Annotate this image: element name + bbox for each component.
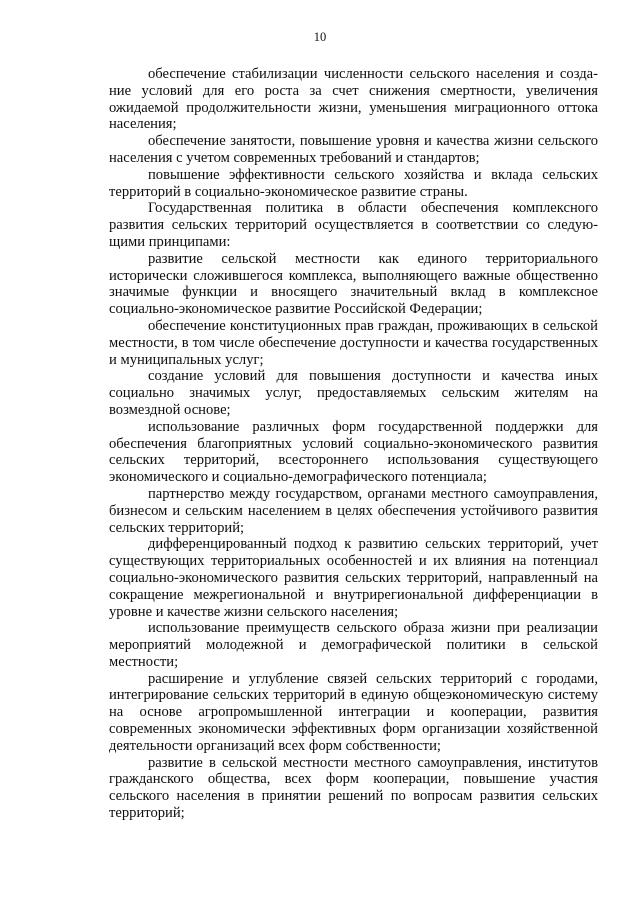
paragraph-urban-links: расширение и углубление связей сельских территорий с городами, интегрирование сельских территорий в единую общеэкономическую систему на основе агропромышленной интеграции и кооперации, развития современных экономически эффективных форм организации хозяйственной деятельности организаций всех форм собственности; [109, 670, 598, 754]
paragraph-principles-intro: Государственная политика в области обеспечения комплексного развития сельских территорий осуществляется в соответствии со следующими принципами: [109, 200, 598, 250]
paragraph-employment: обеспечение занятости, повышение уровня и качества жизни сельского населения с учетом современных требований и стандартов; [109, 133, 598, 166]
paragraph-self-government: развитие в сельской местности местного самоуправления, институтов гражданского общества, всех форм кооперации, повышение участия сельского населения в принятии решений по вопросам развития сельских территорий; [109, 754, 598, 822]
paragraph-constitutional-rights: обеспечение конституционных прав граждан, проживающих в сельской местности, в том числе обеспечение доступности и качества государственных и муниципальных услуг; [109, 317, 598, 368]
paragraph-stabilization: обеспечение стабилизации численности сельского населения и создание условий для его роста за счет снижения смертности, увеличения ожидаемой продолжительности жизни, уменьшения миграционного оттока населения; [109, 66, 598, 133]
paragraph-state-support: использование различных форм государственной поддержки для обеспечения благоприятных условий социально-экономического развития сельских территорий, всестороннего использования существующего экономического и социально-демографического потенциала; [109, 418, 598, 486]
paragraph-partnership: партнерство между государством, органами местного самоуправления, бизнесом и сельским населением в целях обеспечения устойчивого развития сельских территорий; [109, 485, 598, 536]
page-number: 10 [313, 30, 327, 44]
paragraph-rural-development: развитие сельской местности как единого территориального исторически сложившегося комплекса, выполняющего важные общественно значимые функции и вносящего значительный вклад в комплексное социально-экономическое развитие Российской Федерации; [109, 250, 598, 318]
paragraph-agriculture-efficiency: повышение эффективности сельского хозяйства и вклада сельских территорий в социально-экономическое развитие страны. [109, 166, 598, 200]
document-body [109, 66, 598, 822]
paragraph-services-access: создание условий для повышения доступности и качества иных социально значимых услуг, предоставляемых сельским жителям на возмездной основе; [109, 368, 598, 418]
paragraph-differentiated-approach: дифференцированный подход к развитию сельских территорий, учет существующих территориальных особенностей и их влияния на потенциал социально-экономического развития сельских территорий, направленный на сокращение межрегиональной и внутрирегиональной дифференциации в уровне и качестве жизни сельского населения; [109, 536, 598, 620]
paragraph-rural-lifestyle: использование преимуществ сельского образа жизни при реализации мероприятий молодежной и демографической политики в сельской местности; [109, 620, 598, 670]
